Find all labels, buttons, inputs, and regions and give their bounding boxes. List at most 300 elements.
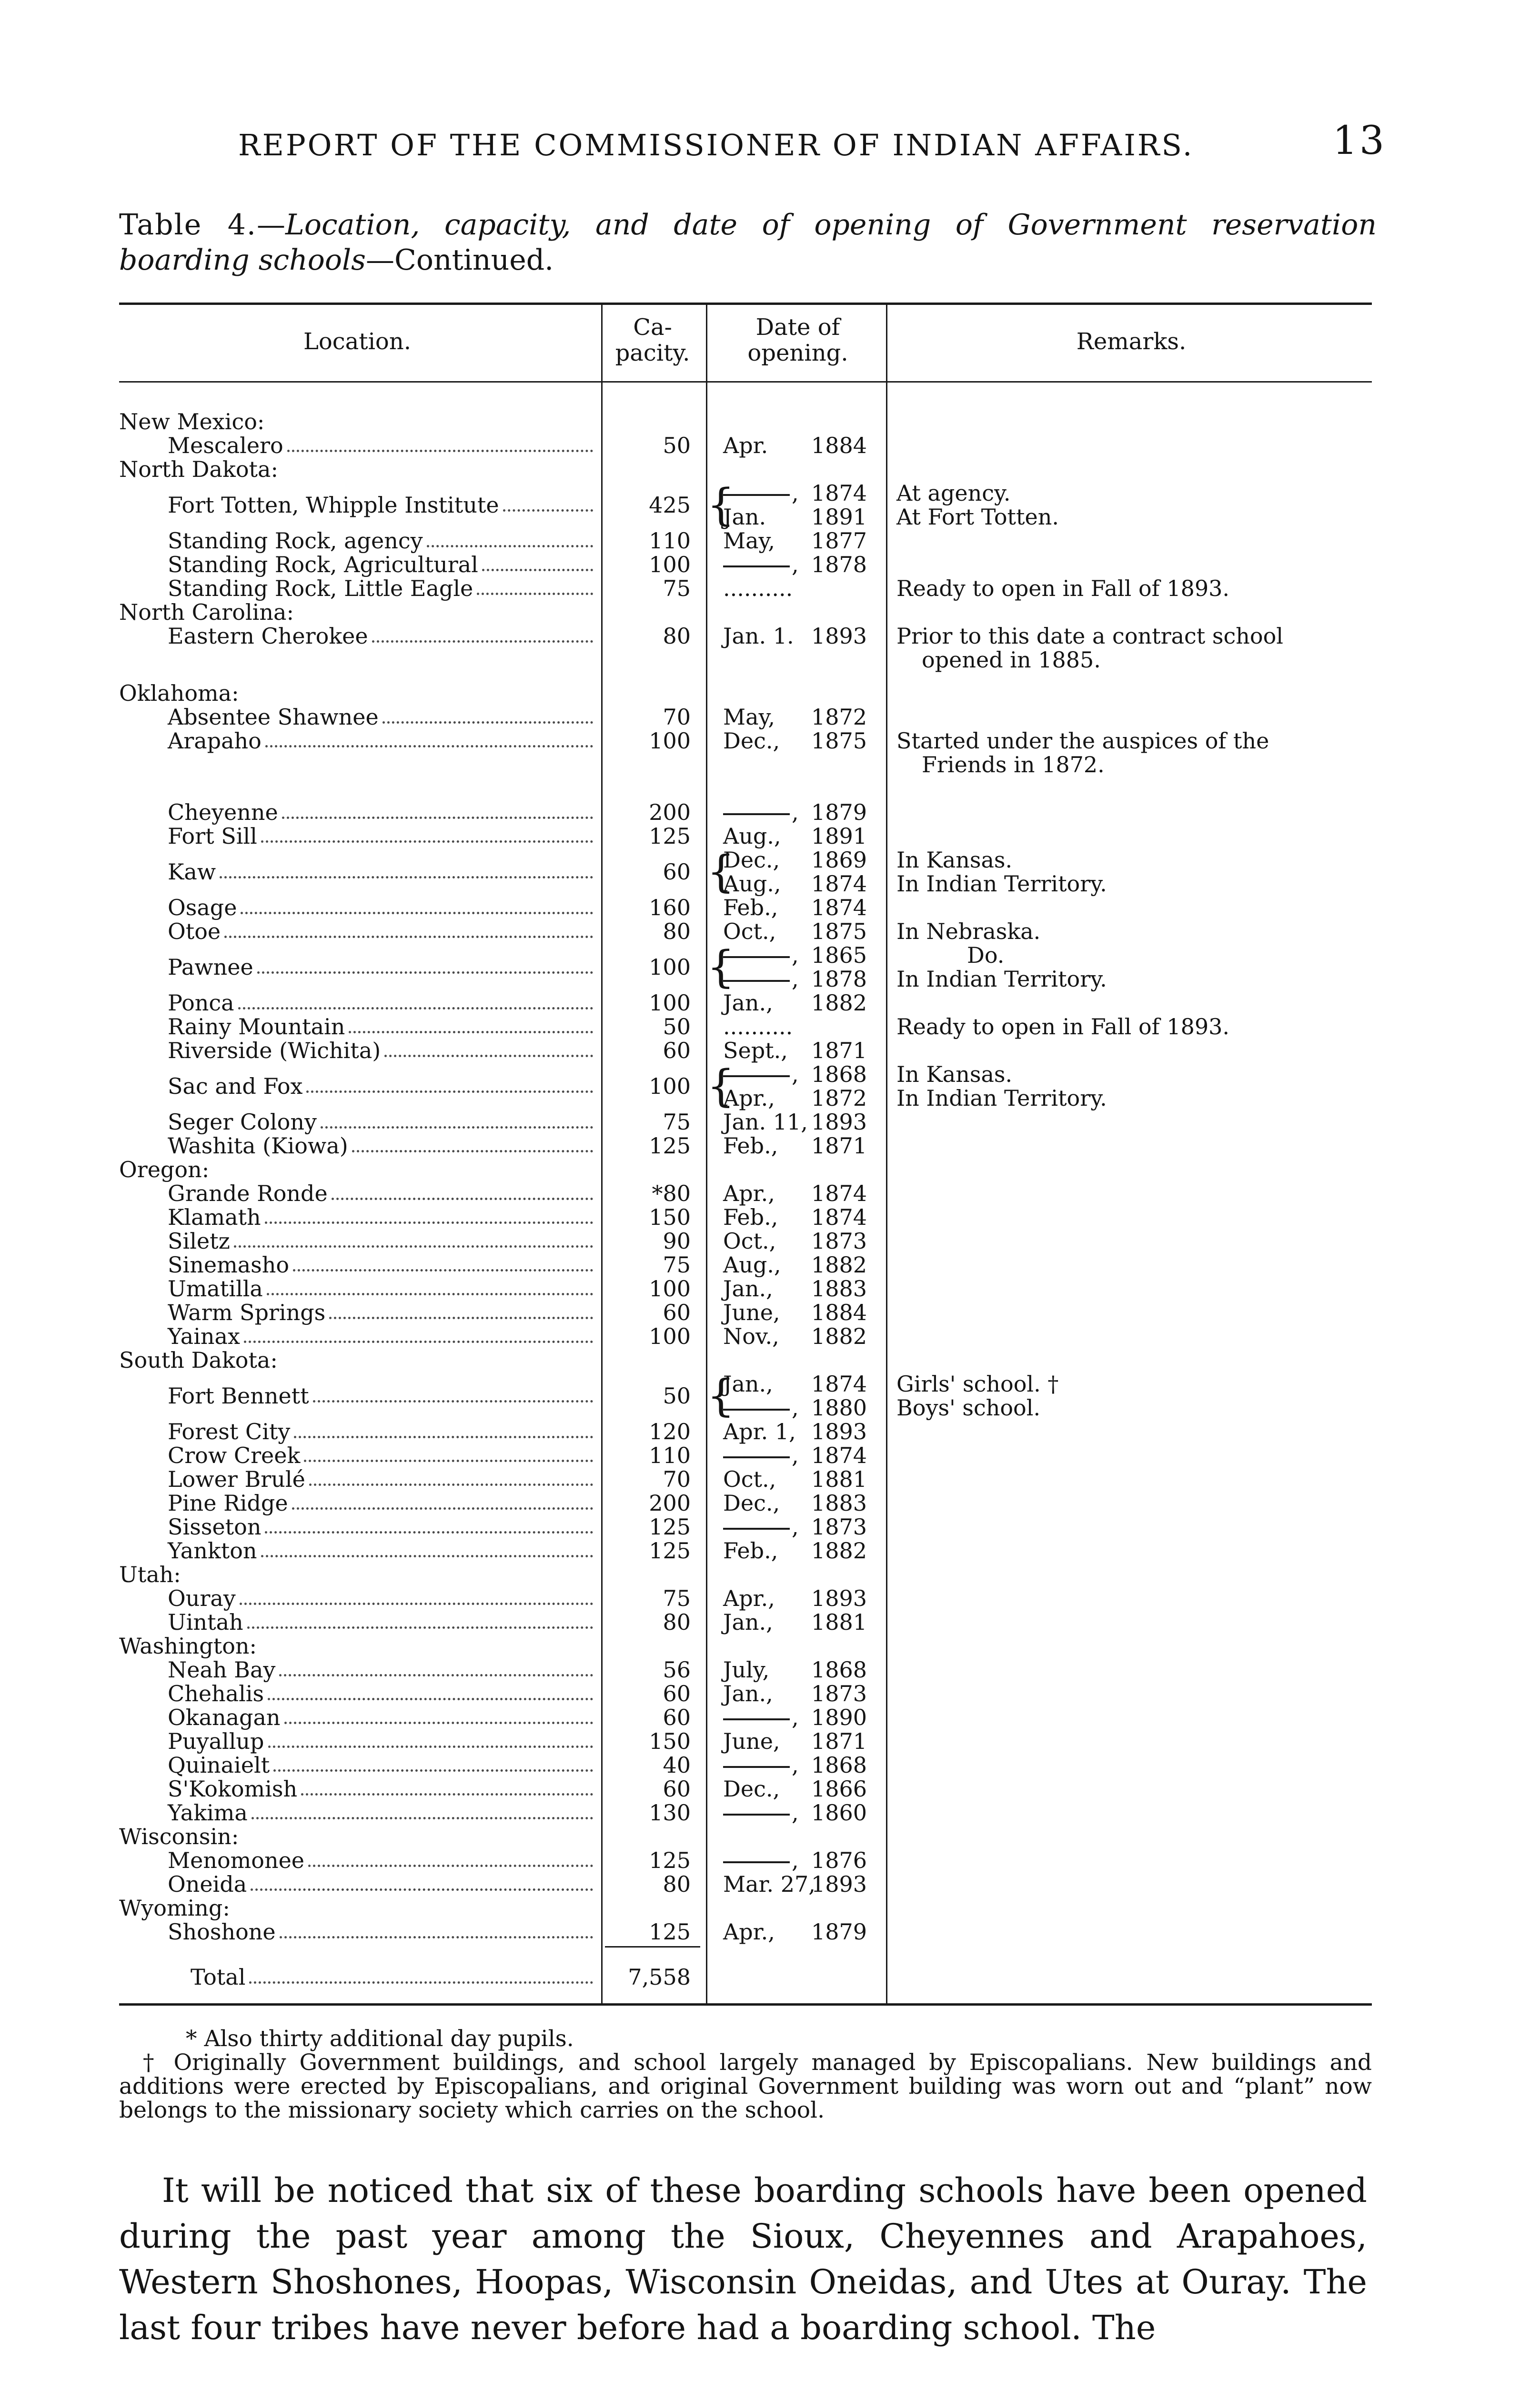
date-month: Mar. 27, — [723, 1871, 815, 1897]
ditto-dash — [723, 956, 790, 958]
capacity-value: *80 — [652, 1181, 691, 1206]
dot-leader — [372, 640, 593, 643]
table-row — [0, 824, 1540, 848]
dot-leader — [309, 1484, 593, 1486]
ditto-dash — [723, 1861, 790, 1863]
date-year: 1893 — [811, 623, 867, 649]
dot-leader — [329, 1317, 593, 1319]
school-location: Ouray — [168, 1585, 236, 1611]
school-location: Arapaho — [168, 728, 262, 754]
date-year: 1891 — [811, 504, 867, 530]
date-year: 1872 — [811, 704, 867, 730]
table-row — [0, 705, 1540, 729]
school-location: Oneida — [168, 1871, 247, 1897]
table-row — [0, 576, 1540, 600]
school-location: Ponca — [168, 990, 234, 1016]
capacity-value: 150 — [649, 1728, 691, 1754]
date-year: 1860 — [811, 1800, 867, 1826]
date-month: , — [723, 943, 799, 967]
remark-text: In Nebraska. — [896, 918, 1041, 944]
state-name: Oklahoma: — [119, 680, 239, 706]
date-year: 1882 — [811, 990, 867, 1016]
capacity-value: 50 — [663, 1383, 691, 1409]
date-year: 1883 — [811, 1490, 867, 1516]
table-title: Location, capacity, and date of opening of Government reservation boarding schools — [119, 208, 1377, 277]
capacity-value: 110 — [649, 528, 691, 554]
capacity-value: 70 — [663, 1466, 691, 1492]
table-row — [0, 529, 1540, 553]
date-year: 1872 — [811, 1085, 867, 1111]
date-year: 1884 — [811, 1300, 867, 1325]
date-month: Jan. 1. — [723, 623, 794, 649]
dot-leader — [220, 876, 593, 878]
date-year: 1880 — [811, 1395, 867, 1421]
ditto-dash — [723, 1766, 790, 1768]
table-row — [0, 1491, 1540, 1515]
school-location: Sinemasho — [168, 1252, 290, 1278]
date-month: Feb., — [723, 1133, 778, 1159]
capacity-value: 425 — [649, 492, 691, 518]
school-location: Yakima — [168, 1800, 248, 1826]
date-month: Apr. 1, — [723, 1419, 796, 1444]
table-row — [0, 896, 1540, 919]
date-year: 1893 — [811, 1109, 867, 1135]
school-location: Standing Rock, Little Eagle — [168, 575, 473, 601]
date-month: Oct., — [723, 918, 776, 944]
date-month: Oct., — [723, 1228, 776, 1254]
state-row — [0, 1634, 1540, 1658]
capacity-value: 75 — [663, 1585, 691, 1611]
dot-leader — [282, 817, 593, 819]
header-capacity — [605, 314, 700, 366]
table-row — [0, 1110, 1540, 1134]
date-month: July, — [723, 1657, 770, 1683]
dot-leader — [382, 721, 593, 724]
date-month: June, — [723, 1300, 780, 1325]
date-brace: { — [707, 1370, 735, 1421]
capacity-value: 60 — [663, 859, 691, 885]
date-month: Feb., — [723, 1538, 778, 1564]
ditto-dash — [723, 813, 790, 815]
ditto-dash — [723, 494, 790, 496]
capacity-value: 120 — [649, 1419, 691, 1444]
capacity-value: 75 — [663, 1109, 691, 1135]
school-location: Neah Bay — [168, 1657, 276, 1683]
dot-leader — [349, 1031, 593, 1033]
header-date-line1: Date of — [755, 314, 840, 341]
table-row — [0, 1658, 1540, 1682]
date-year: 1878 — [811, 552, 867, 577]
dot-leader — [257, 971, 593, 974]
table-row — [0, 1277, 1540, 1301]
dot-leader — [267, 1293, 593, 1295]
date-year: 1866 — [811, 1776, 867, 1802]
table-row — [0, 1586, 1540, 1610]
date-year: 1871 — [811, 1038, 867, 1063]
date-month: May, — [723, 528, 775, 554]
capacity-value: 100 — [649, 1323, 691, 1349]
school-location: Fort Totten, Whipple Institute — [168, 492, 499, 518]
table-row — [0, 1729, 1540, 1753]
table-label: Table 4. — [119, 208, 257, 242]
table-row — [0, 943, 1540, 991]
table-row — [0, 1777, 1540, 1801]
table-row — [0, 1062, 1540, 1110]
date-month: , — [723, 1848, 799, 1872]
dot-leader — [482, 569, 593, 571]
school-location: S'Kokomish — [168, 1776, 298, 1802]
capacity-value: 40 — [663, 1752, 691, 1778]
remark-text: Ready to open in Fall of 1893. — [896, 1014, 1230, 1040]
date-month: Jan., — [723, 1371, 773, 1397]
date-month: Jan., — [723, 1276, 773, 1302]
dot-leader — [280, 1936, 593, 1938]
date-year: 1877 — [811, 528, 867, 554]
dot-leader — [268, 1698, 593, 1700]
date-month: Apr. — [723, 433, 768, 458]
page-number: 13 — [1332, 118, 1386, 163]
date-year: 1868 — [811, 1657, 867, 1683]
capacity-value: 160 — [649, 895, 691, 920]
state-row — [0, 1825, 1540, 1848]
dot-leader — [261, 840, 593, 843]
school-location: Okanagan — [168, 1705, 281, 1730]
state-name: Washington: — [119, 1633, 257, 1659]
state-name: Oregon: — [119, 1157, 210, 1182]
date-month: , — [723, 1706, 799, 1729]
table-bottom-rule — [119, 2003, 1372, 2006]
date-month: Dec., — [723, 728, 780, 754]
capacity-value: 125 — [649, 1514, 691, 1540]
capacity-value: 100 — [649, 954, 691, 980]
date-year: 1873 — [811, 1228, 867, 1254]
dot-leader — [292, 1507, 593, 1510]
dot-leader — [427, 545, 593, 547]
table-row — [0, 1753, 1540, 1777]
capacity-value: 150 — [649, 1204, 691, 1230]
table-row — [0, 1443, 1540, 1467]
capacity-value: 100 — [649, 990, 691, 1016]
dot-leader — [224, 936, 593, 938]
school-location: Riverside (Wichita) — [168, 1038, 381, 1063]
caption-dash: — — [257, 208, 285, 242]
school-location: Cheyenne — [168, 799, 278, 825]
date-year: 1884 — [811, 433, 867, 458]
table-row — [0, 919, 1540, 943]
table-row — [0, 1801, 1540, 1825]
date-year: 1868 — [811, 1061, 867, 1087]
table-row — [0, 481, 1540, 529]
table-row — [0, 991, 1540, 1015]
dot-leader — [384, 1055, 593, 1057]
capacity-value: 80 — [663, 918, 691, 944]
capacity-value: 80 — [663, 1609, 691, 1635]
capacity-value: 80 — [663, 1871, 691, 1897]
header-remarks: Remarks. — [1076, 328, 1187, 355]
date-year: 1891 — [811, 823, 867, 849]
capacity-value: 90 — [663, 1228, 691, 1254]
table-row — [0, 1229, 1540, 1253]
state-row — [0, 1348, 1540, 1372]
school-location: Klamath — [168, 1204, 261, 1230]
dot-leader — [301, 1793, 593, 1796]
dot-leader — [304, 1460, 593, 1462]
date-month: Apr., — [723, 1181, 775, 1206]
school-location: Eastern Cherokee — [168, 623, 368, 649]
date-year: 1874 — [811, 871, 867, 897]
dot-leader — [240, 1603, 593, 1605]
date-year: 1874 — [811, 1181, 867, 1206]
header-bottom-rule — [119, 381, 1372, 383]
table-row — [0, 1205, 1540, 1229]
dot-leader — [265, 745, 593, 747]
date-year: 1868 — [811, 1752, 867, 1778]
remark-text: Friends in 1872. — [922, 752, 1105, 777]
table-row — [0, 1181, 1540, 1205]
school-location: Washita (Kiowa) — [168, 1133, 348, 1159]
school-location: Sisseton — [168, 1514, 262, 1540]
state-row — [0, 457, 1540, 481]
table-row — [0, 1372, 1540, 1420]
state-name: Wisconsin: — [119, 1824, 239, 1849]
ditto-dash — [723, 565, 790, 567]
footnote-dagger: † Originally Government buildings, and school largely managed by Episcopalians. New buildings and additions were erected by Episcopalians, and original Government building was worn out and “plant” now belongs to the missionary society which carries on the school. — [119, 2049, 1372, 2123]
date-month: Oct., — [723, 1466, 776, 1492]
capacity-value: 60 — [663, 1705, 691, 1730]
date-month: Jan. 11, — [723, 1109, 808, 1135]
date-month: Jan., — [723, 990, 773, 1016]
date-brace: { — [707, 941, 735, 992]
state-name: New Mexico: — [119, 409, 265, 434]
state-row — [0, 1158, 1540, 1181]
school-location: Shoshone — [168, 1919, 276, 1945]
date-year: 1882 — [811, 1323, 867, 1349]
school-location: Umatilla — [168, 1276, 263, 1302]
school-location: Rainy Mountain — [168, 1014, 345, 1040]
table-row — [0, 1134, 1540, 1158]
capacity-value: 125 — [649, 1847, 691, 1873]
school-location: Fort Sill — [168, 823, 257, 849]
dot-leader — [251, 1888, 593, 1891]
date-year: 1890 — [811, 1705, 867, 1730]
capacity-value: 75 — [663, 1252, 691, 1278]
date-brace: { — [707, 1060, 735, 1111]
school-location: Mescalero — [168, 433, 283, 458]
capacity-value: 110 — [649, 1443, 691, 1468]
date-brace: { — [707, 479, 735, 530]
date-month: Dec., — [723, 1490, 780, 1516]
remark-text: Prior to this date a contract school — [896, 623, 1284, 649]
date-month: May, — [723, 704, 775, 730]
date-year: 1893 — [811, 1871, 867, 1897]
total-rule — [605, 1946, 700, 1948]
capacity-value: 60 — [663, 1681, 691, 1706]
capacity-value: 100 — [649, 552, 691, 577]
ditto-dash — [723, 1528, 790, 1530]
remark-text: In Indian Territory. — [896, 871, 1107, 897]
table-row — [0, 553, 1540, 576]
table-row — [0, 1253, 1540, 1277]
school-location: Seger Colony — [168, 1109, 317, 1135]
date-year: 1871 — [811, 1728, 867, 1754]
running-head — [119, 118, 1386, 175]
dot-leader — [503, 509, 593, 512]
table-row — [0, 434, 1540, 457]
capacity-value: 60 — [663, 1776, 691, 1802]
state-name: Wyoming: — [119, 1895, 230, 1921]
ditto-dash — [723, 1814, 790, 1816]
date-year: 1875 — [811, 918, 867, 944]
table-row — [0, 729, 1540, 777]
footnote-asterisk: * Also thirty additional day pupils. — [186, 2026, 574, 2052]
dot-leader — [252, 1817, 593, 1819]
school-location: Standing Rock, Agricultural — [168, 552, 478, 577]
dot-leader — [238, 1007, 593, 1009]
school-location: Crow Creek — [168, 1443, 301, 1468]
date-month: Feb., — [723, 895, 778, 920]
remark-text: opened in 1885. — [922, 647, 1101, 673]
date-month: , — [723, 481, 799, 505]
ditto-dash — [723, 980, 790, 982]
date-year: 1882 — [811, 1538, 867, 1564]
capacity-value: 125 — [649, 1919, 691, 1945]
date-month: , — [723, 1753, 799, 1777]
capacity-value: 70 — [663, 704, 691, 730]
date-month: Jan., — [723, 1609, 773, 1635]
state-row — [0, 410, 1540, 434]
total-row — [0, 1965, 1540, 1989]
dot-leader — [287, 450, 593, 452]
school-location: Lower Brulé — [168, 1466, 305, 1492]
date-year: 1879 — [811, 1919, 867, 1945]
date-year: 1881 — [811, 1466, 867, 1492]
remark-text: Boys' school. — [896, 1395, 1041, 1421]
state-name: South Dakota: — [119, 1347, 278, 1373]
dot-leader — [247, 1626, 593, 1629]
report-title: REPORT OF THE COMMISSIONER OF INDIAN AFFAIRS. — [238, 128, 1194, 162]
dot-leader — [273, 1769, 593, 1772]
date-year: 1893 — [811, 1419, 867, 1444]
date-month: , — [723, 1396, 799, 1420]
table-row — [0, 800, 1540, 824]
remark-text: At Fort Totten. — [896, 504, 1059, 530]
header-capacity-line1: Ca- — [633, 314, 672, 341]
dot-leader — [244, 1341, 593, 1343]
capacity-value: 50 — [663, 1014, 691, 1040]
remark-text: In Kansas. — [896, 1061, 1013, 1087]
capacity-value: 100 — [649, 1073, 691, 1099]
date-month: Dec., — [723, 847, 780, 873]
school-location: Pawnee — [168, 954, 253, 980]
dot-leader — [279, 1674, 593, 1676]
date-month: Apr., — [723, 1585, 775, 1611]
table-row — [0, 1682, 1540, 1706]
header-capacity-line2: pacity. — [615, 340, 690, 366]
school-location: Yankton — [168, 1538, 257, 1564]
school-location: Puyallup — [168, 1728, 264, 1754]
date-year: 1874 — [811, 895, 867, 920]
school-location: Siletz — [168, 1228, 230, 1254]
capacity-value: 200 — [649, 1490, 691, 1516]
date-year: 1871 — [811, 1133, 867, 1159]
date-month: Aug., — [723, 823, 781, 849]
remark-text: Girls' school. † — [896, 1371, 1059, 1397]
date-month: .......... — [723, 575, 793, 601]
dot-leader — [241, 912, 593, 914]
dot-leader — [293, 1269, 593, 1272]
school-location: Forest City — [168, 1419, 291, 1444]
table-row — [0, 1706, 1540, 1729]
table-row — [0, 1467, 1540, 1491]
remark-text: Started under the auspices of the — [896, 728, 1269, 754]
school-location: Menomonee — [168, 1847, 305, 1873]
date-month: , — [723, 967, 799, 991]
date-month: Aug., — [723, 871, 781, 897]
date-year: 1879 — [811, 799, 867, 825]
header-date — [712, 314, 884, 366]
date-month: , — [723, 1443, 799, 1467]
date-month: Dec., — [723, 1776, 780, 1802]
state-name: North Carolina: — [119, 599, 294, 625]
date-month: Jan. — [723, 504, 766, 530]
school-location: Grande Ronde — [168, 1181, 328, 1206]
date-brace: { — [707, 846, 735, 897]
ditto-dash — [723, 1409, 790, 1411]
school-location: Absentee Shawnee — [168, 704, 379, 730]
date-month: , — [723, 553, 799, 576]
dot-leader — [268, 1746, 593, 1748]
dot-leader — [265, 1531, 593, 1534]
school-location: Pine Ridge — [168, 1490, 288, 1516]
date-year: 1873 — [811, 1681, 867, 1706]
school-location: Uintah — [168, 1609, 243, 1635]
table-row — [0, 848, 1540, 896]
date-month: Sept., — [723, 1038, 788, 1063]
table-caption — [119, 207, 1377, 278]
ditto-dash — [723, 1075, 790, 1077]
remark-text: At agency. — [896, 480, 1011, 506]
dot-leader — [249, 1981, 593, 1984]
date-year: 1893 — [811, 1585, 867, 1611]
date-year: 1878 — [811, 966, 867, 992]
ditto-dash — [723, 1718, 790, 1720]
table-row — [0, 1515, 1540, 1539]
date-month: Aug., — [723, 1252, 781, 1278]
capacity-value: 60 — [663, 1300, 691, 1325]
date-month: Apr., — [723, 1085, 775, 1111]
date-year: 1882 — [811, 1252, 867, 1278]
remark-text: Do. — [967, 942, 1005, 968]
state-row — [0, 1896, 1540, 1920]
date-year: 1874 — [811, 480, 867, 506]
date-year: 1865 — [811, 942, 867, 968]
date-month: , — [723, 1801, 799, 1825]
school-location: Quinaielt — [168, 1752, 270, 1778]
dot-leader — [352, 1150, 593, 1152]
date-month: , — [723, 1062, 799, 1086]
date-year: 1874 — [811, 1443, 867, 1468]
header-location: Location. — [303, 328, 411, 355]
table-row — [0, 1872, 1540, 1896]
school-location: Otoe — [168, 918, 221, 944]
date-month: , — [723, 1515, 799, 1539]
date-month: Apr., — [723, 1919, 775, 1945]
date-year: 1876 — [811, 1847, 867, 1873]
state-name: Utah: — [119, 1562, 181, 1587]
school-location: Sac and Fox — [168, 1073, 303, 1099]
dot-leader — [294, 1436, 593, 1438]
remark-text: Ready to open in Fall of 1893. — [896, 575, 1230, 601]
